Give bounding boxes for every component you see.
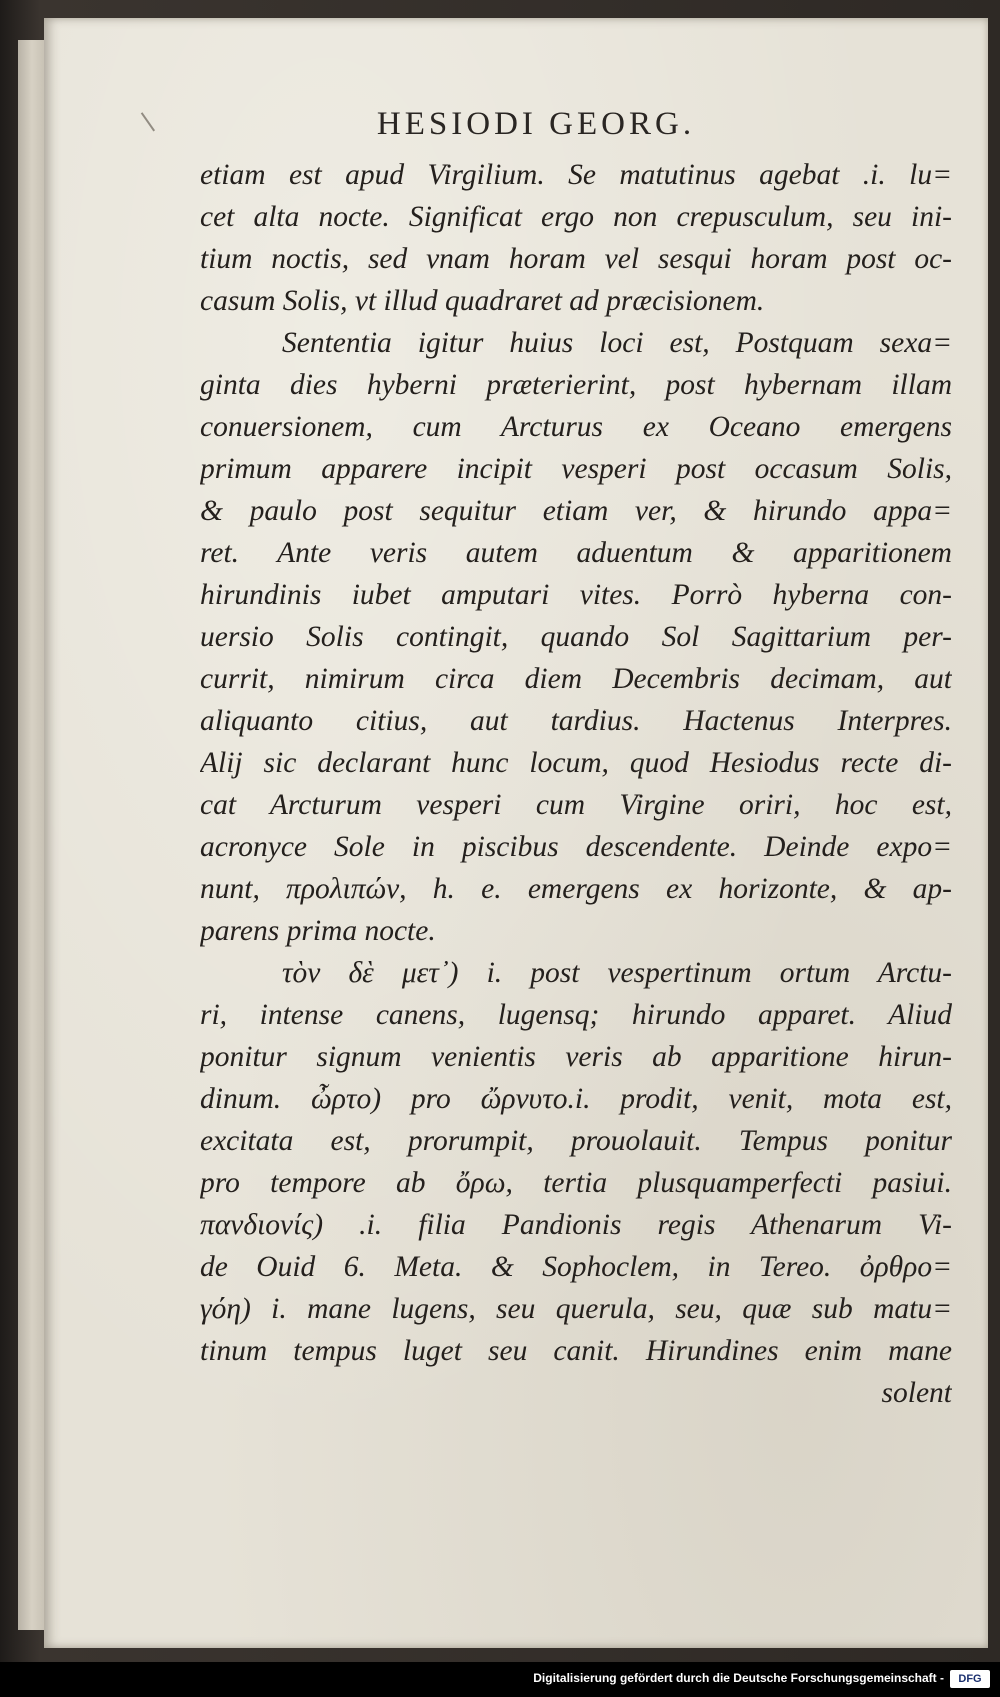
digitization-credit-bar — [0, 1662, 1000, 1697]
text-line: pro tempore ab ὄρω, tertia plusquamperfecti pasiui. — [200, 1167, 952, 1199]
credit-text: Digitalisierung gefördert durch die Deutsche Forschungsgemeinschaft - — [533, 1671, 944, 1685]
text-line: & paulo post sequitur etiam ver, & hirundo appa= — [200, 495, 952, 527]
text-line: parens prima nocte. — [200, 915, 436, 947]
text-line: ret. Ante veris autem aduentum & apparitionem — [200, 537, 952, 569]
text-line: cet alta nocte. Significat ergo non crepusculum, seu ini- — [200, 201, 952, 233]
dfg-logo-icon: DFG — [950, 1670, 990, 1688]
text-line: currit, nimirum circa diem Decembris decimam, aut — [200, 663, 952, 695]
running-head: HESIODI GEORG. — [376, 106, 696, 142]
text-line: conuersionem, cum Arcturus ex Oceano emergens — [200, 411, 952, 443]
page-edges — [18, 40, 47, 1630]
text-line: nunt, προλιπών, h. e. emergens ex horizonte, & ap- — [200, 873, 952, 905]
text-line: τὸν δὲ μετ᾽) i. post vespertinum ortum Arctu- — [282, 957, 952, 989]
text-line: de Ouid 6. Meta. & Sophoclem, in Tereo. ὀρθρο= — [200, 1251, 952, 1283]
text-line: primum apparere incipit vesperi post occasum Solis, — [200, 453, 952, 485]
text-line: excitata est, prorumpit, prouolauit. Tempus ponitur — [200, 1125, 952, 1157]
text-line: tinum tempus luget seu canit. Hirundines enim mane — [200, 1335, 952, 1367]
text-line: casum Solis, vt illud quadraret ad præcisionem. — [200, 285, 765, 317]
text-line: Alij sic declarant hunc locum, quod Hesiodus recte di- — [200, 747, 952, 779]
text-line: ponitur signum venientis veris ab apparitione hirun- — [200, 1041, 952, 1073]
text-line: hirundinis iubet amputari vites. Porrò hyberna con- — [200, 579, 952, 611]
text-line: Sententia igitur huius loci est, Postquam sexa= — [282, 327, 952, 359]
text-line: etiam est apud Virgilium. Se matutinus agebat .i. lu= — [200, 159, 952, 191]
text-line: tium noctis, sed vnam horam vel sesqui horam post oc- — [200, 243, 952, 275]
text-line: ri, intense canens, lugensq; hirundo apparet. Aliud — [200, 999, 952, 1031]
text-line: ginta dies hyberni præterierint, post hybernam illam — [200, 369, 952, 401]
text-line: aliquanto citius, aut tardius. Hactenus Interpres. — [200, 705, 952, 737]
text-line: uersio Solis contingit, quando Sol Sagittarium per- — [200, 621, 952, 653]
text-line: acronyce Sole in piscibus descendente. Deinde expo= — [200, 831, 952, 863]
text-line: πανδιονίς) .i. filia Pandionis regis Athenarum Vi- — [200, 1209, 952, 1241]
text-line: γόη) i. mane lugens, seu querula, seu, quæ sub matu= — [200, 1293, 952, 1325]
text-block — [200, 154, 952, 1414]
text-line: dinum. ὦρτο) pro ὤρνυτο.i. prodit, venit, mota est, — [200, 1083, 952, 1115]
book-page — [44, 18, 988, 1648]
text-line: cat Arcturum vesperi cum Virgine oriri, hoc est, — [200, 789, 952, 821]
catchword: solent — [881, 1377, 952, 1409]
